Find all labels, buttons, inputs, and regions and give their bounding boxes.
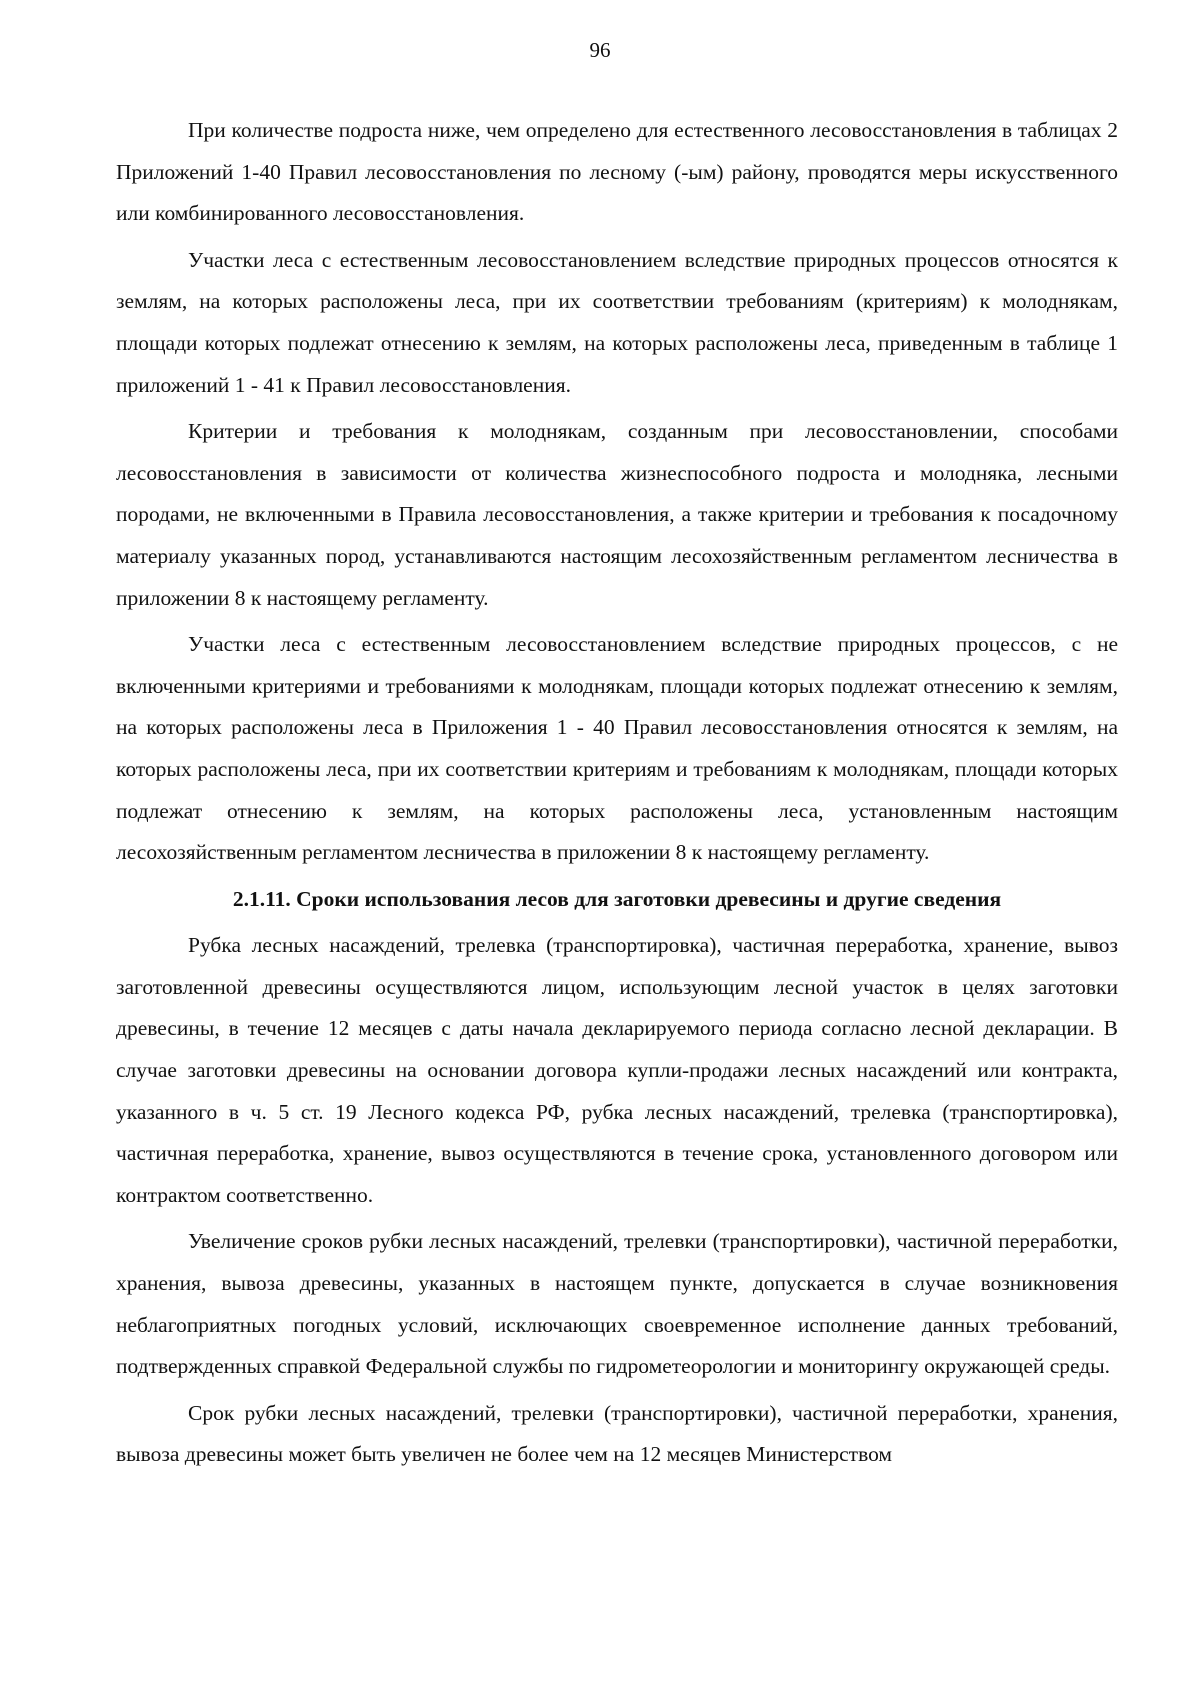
paragraph: Увеличение сроков рубки лесных насаждений, трелевки (транспортировки), частичной переработки, хранения, вывоза древесины, указанных в настоящем пункте, допускается в случае возникновения неблагоприятных погодных условий, исключающих своевременное исполнение данных требований, подтвержденных справкой Федеральной службы по гидрометеорологии и мониторингу окружающей среды.	[116, 1229, 1118, 1379]
paragraph: Рубка лесных насаждений, трелевка (транспортировка), частичная переработка, хранение, вывоз заготовленной древесины осуществляются лицом, использующим лесной участок в целях заготовки древесины, в течение 12 месяцев с даты начала декларируемого периода согласно лесной декларации. В случае заготовки древесины на основании договора купли-продажи лесных насаждений или контракта, указанного в ч. 5 ст. 19 Лесного кодекса РФ, рубка лесных насаждений, трелевка (транспортировка), частичная переработка, хранение, вывоз осуществляются в течение срока, установленного договором или контрактом соответственно.	[116, 933, 1118, 1207]
paragraph: Критерии и требования к молоднякам, созданным при лесовосстановлении, способами лесовосстановления в зависимости от количества жизнеспособного подроста и молодняка, лесными породами, не включенными в Правила лесовосстановления, а также критерии и требования к посадочному материалу указанных пород, устанавливаются настоящим лесохозяйственным регламентом лесничества в приложении 8 к настоящему регламенту.	[116, 419, 1118, 610]
document-body	[116, 110, 1118, 1481]
paragraph: Участки леса с естественным лесовосстановлением вследствие природных процессов, с не включенными критериями и требованиями к молоднякам, площади которых подлежат отнесению к землям, на которых расположены леса в Приложения 1 - 40 Правил лесовосстановления относятся к землям, на которых расположены леса, при их соответствии критериям и требованиям к молоднякам, площади которых подлежат отнесению к землям, на которых расположены леса, установленным настоящим лесохозяйственным регламентом лесничества в приложении 8 к настоящему регламенту.	[116, 632, 1118, 865]
section-heading: 2.1.11. Сроки использования лесов для заготовки древесины и другие сведения	[232, 886, 1002, 911]
page-number: 96	[589, 38, 611, 62]
paragraph: Участки леса с естественным лесовосстановлением вследствие природных процессов относятся к землям, на которых расположены леса, при их соответствии требованиям (критериям) к молоднякам, площади которых подлежат отнесению к землям, на которых расположены леса, приведенным в таблице 1 приложений 1 - 41 к Правил лесовосстановления.	[116, 247, 1118, 397]
paragraph: При количестве подроста ниже, чем определено для естественного лесовосстановления в таблицах 2 Приложений 1-40 Правил лесовосстановления по лесному (-ым) району, проводятся меры искусственного или комбинированного лесовосстановления.	[116, 118, 1118, 226]
paragraph: Срок рубки лесных насаждений, трелевки (транспортировки), частичной переработки, хранения, вывоза древесины может быть увеличен не более чем на 12 месяцев Министерством	[116, 1400, 1118, 1467]
